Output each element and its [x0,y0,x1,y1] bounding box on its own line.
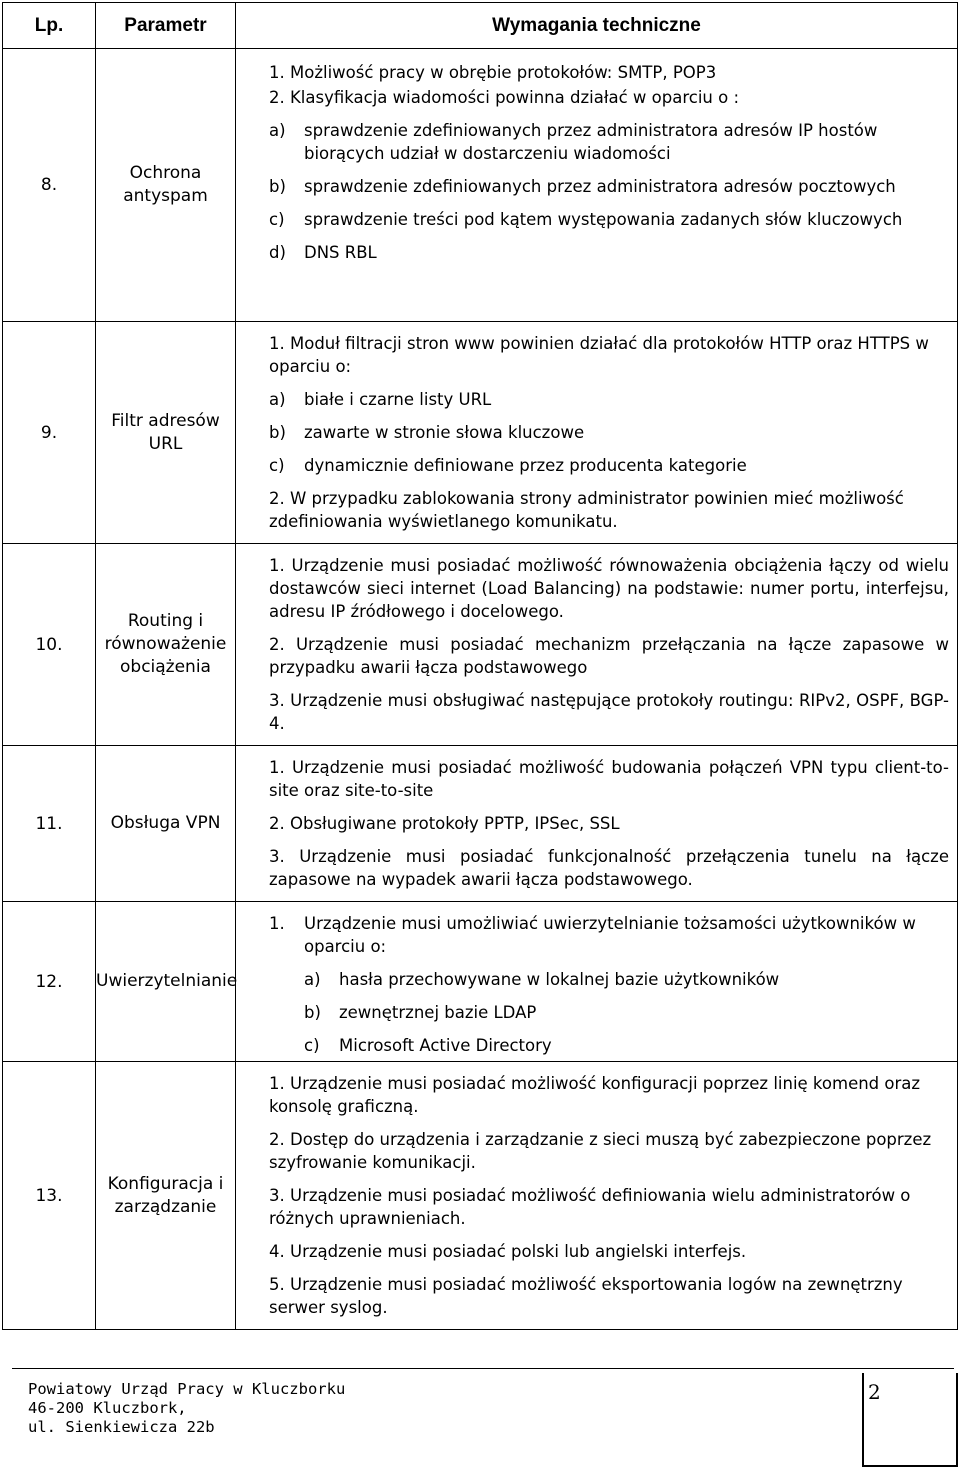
requirement-item: 5. Urządzenie musi posiadać możliwość eksportowania logów na zewnętrzny serwer syslog. [269,1275,903,1317]
requirement-subitem: a) białe i czarne listy URL [269,390,492,409]
footer-divider [12,1368,954,1369]
requirement-subitem: b) zawarte w stronie słowa kluczowe [269,423,585,442]
column-header-wymagania: Wymagania techniczne [236,3,958,49]
requirement-item: 1. Urządzenie musi posiadać możliwość konfiguracji poprzez linię komend oraz konsolę graficzną. [269,1074,921,1116]
requirement-item: 3. Urządzenie musi obsługiwać następujące protokoły routingu: RIPv2, OSPF, BGP-4. [269,691,949,733]
requirement-item: 2. Urządzenie musi posiadać mechanizm przełączania na łącze zapasowe w przypadku awarii łącza podstawowego [269,635,949,677]
requirement-subitem: c) dynamicznie definiowane przez producenta kategorie [269,456,747,475]
row-parameter: Uwierzytelnianie [96,902,236,1062]
row-requirements [236,1062,958,1330]
row-number: 9. [3,322,96,544]
row-requirements [236,746,958,902]
row-requirements [236,322,958,544]
requirement-subitem: a) sprawdzenie zdefiniowanych przez administratora adresów IP hostów biorących udział w dostarczeniu wiadomości [269,121,878,163]
footer-line-2: 46-200 Kluczbork, [28,1399,187,1417]
row-parameter: Routing i równoważenie obciążenia [96,544,236,746]
requirement-subitem: b) sprawdzenie zdefiniowanych przez administratora adresów pocztowych [269,177,896,196]
row-requirements [236,49,958,322]
requirement-item: 1. Urządzenie musi umożliwiać uwierzytelnianie tożsamości użytkowników w oparciu o: [269,914,916,956]
row-number: 10. [3,544,96,746]
requirement-item: 2. Dostęp do urządzenia i zarządzanie z sieci muszą być zabezpieczone poprzez szyfrowanie komunikacji. [269,1130,932,1172]
requirement-item: 1. Urządzenie musi posiadać możliwość równoważenia obciążenia łączy od wielu dostawców sieci internet (Load Balancing) na podstawie: numer portu, interfejsu, adresu IP źródłowego i docelowego. [269,556,949,621]
table-header-row [3,3,958,49]
row-number: 8. [3,49,96,322]
page-number: 2 [868,1380,881,1404]
requirement-item: 2. Obsługiwane protokoły PPTP, IPSec, SSL [269,814,620,833]
footer-line-3: ul. Sienkiewicza 22b [28,1418,215,1436]
table-row [3,544,958,746]
row-parameter: Filtr adresów URL [96,322,236,544]
requirement-subitem: d) DNS RBL [269,243,377,262]
row-parameter: Ochrona antyspam [96,49,236,322]
requirement-item: 4. Urządzenie musi posiadać polski lub angielski interfejs. [269,1242,747,1261]
table-row [3,746,958,902]
row-number: 11. [3,746,96,902]
row-parameter: Obsługa VPN [96,746,236,902]
requirement-subitem: a) hasła przechowywane w lokalnej bazie użytkowników [304,970,780,989]
table-row [3,902,958,1062]
table-row [3,322,958,544]
row-number: 12. [3,902,96,1062]
column-header-lp: Lp. [3,3,96,49]
requirement-subitem: b) zewnętrznej bazie LDAP [304,1003,537,1022]
requirement-item: 1. Moduł filtracji stron www powinien działać dla protokołów HTTP oraz HTTPS w oparciu o: [269,334,929,376]
row-requirements [236,544,958,746]
requirement-item: 1. Urządzenie musi posiadać możliwość budowania połączeń VPN typu client-to-site oraz site-to-site [269,758,949,800]
column-header-parametr: Parametr [96,3,236,49]
requirement-subitem: c) Microsoft Active Directory [304,1036,552,1055]
requirements-table [2,2,958,1330]
row-number: 13. [3,1062,96,1330]
table-row [3,1062,958,1330]
row-requirements [236,902,958,1062]
requirement-item: 1. Możliwość pracy w obrębie protokołów: SMTP, POP3 [269,63,717,82]
requirement-item: 2. Klasyfikacja wiadomości powinna działać w oparciu o : [269,88,740,107]
row-parameter: Konfiguracja i zarządzanie [96,1062,236,1330]
requirement-item: 2. W przypadku zablokowania strony administrator powinien mieć możliwość zdefiniowania wyświetlanego komunikatu. [269,489,904,531]
table-row [3,49,958,322]
footer-line-1: Powiatowy Urząd Pracy w Kluczborku [28,1380,346,1398]
requirement-item: 3. Urządzenie musi posiadać możliwość definiowania wielu administratorów o różnych uprawnieniach. [269,1186,911,1228]
footer-address [28,1380,345,1437]
requirement-item: 3. Urządzenie musi posiadać funkcjonalność przełączenia tunelu na łącze zapasowe na wypadek awarii łącza podstawowego. [269,847,949,889]
requirement-subitem: c) sprawdzenie treści pod kątem występowania zadanych słów kluczowych [269,210,903,229]
